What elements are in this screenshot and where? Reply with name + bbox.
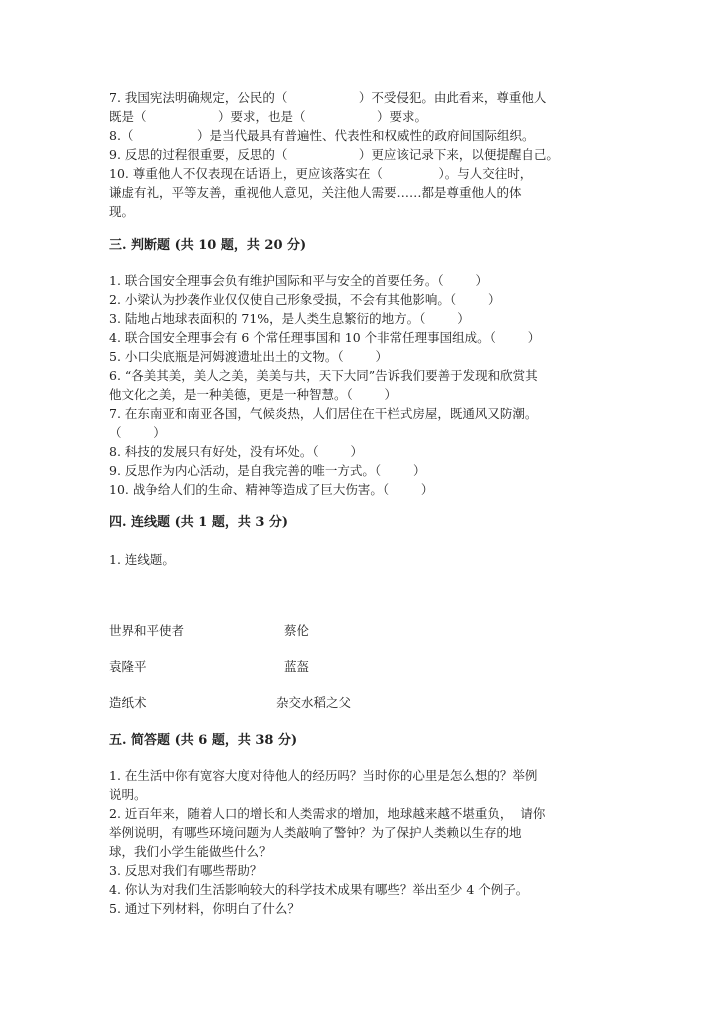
section-title-judgment: 三. 判断题 (共 10 题，共 20 分) — [109, 238, 307, 253]
question-item: 5. 小口尖底瓶是河姆渡遗址出土的文物。（ ） — [109, 349, 388, 364]
matching-right-item: 蔡伦 — [284, 623, 310, 638]
question-item: 举例说明，有哪些环境问题为人类敲响了警钟？为了保护人类赖以生存的地 — [109, 825, 522, 840]
question-item: 6. “各美其美，美人之美，美美与共，天下大同”告诉我们要善于发现和欣赏其 — [109, 368, 538, 383]
question-item: 1. 联合国安全理事会负有维护国际和平与安全的首要任务。（ ） — [109, 273, 488, 288]
section-title-matching: 四. 连线题 (共 1 题，共 3 分) — [109, 515, 289, 530]
question-item: 4. 联合国安全理事会有 6 个常任理事国和 10 个非常任理事国组成。（ ） — [109, 330, 541, 345]
fill-blank-line: 7. 我国宪法明确规定，公民的（ ）不受侵犯。由此看来，尊重他人 — [109, 90, 547, 105]
fill-blank-line: 现。 — [109, 204, 135, 219]
matching-left-item: 袁隆平 — [109, 659, 147, 674]
question-item: 8. 科技的发展只有好处，没有坏处。（ ） — [109, 444, 363, 459]
matching-question: 1. 连线题。 — [109, 552, 175, 567]
question-item: 他文化之美，是一种美德，更是一种智慧。（ ） — [109, 387, 398, 402]
question-item: 9. 反思作为内心活动，是自我完善的唯一方式。（ ） — [109, 463, 426, 478]
question-item: （ ） — [109, 425, 166, 440]
matching-right-item: 杂交水稻之父 — [276, 695, 352, 710]
fill-blank-line: 9. 反思的过程很重要，反思的（ ）更应该记录下来，以便提醒自己。 — [109, 147, 559, 162]
question-item: 说明。 — [109, 787, 147, 802]
matching-left-item: 世界和平使者 — [109, 623, 185, 638]
question-item: 2. 近百年来，随着人口的增长和人类需求的增加，地球越来越不堪重负， 请你 — [109, 806, 546, 821]
question-item: 5. 通过下列材料，你明白了什么？ — [109, 901, 300, 916]
question-item: 2. 小梁认为抄袭作业仅仅使自己形象受损，不会有其他影响。（ ） — [109, 292, 501, 307]
question-item: 1. 在生活中你有宽容大度对待他人的经历吗？当时你的心里是怎么想的？举例 — [109, 768, 538, 783]
fill-blank-line: 既是（ ）要求，也是（ ）要求。 — [109, 109, 428, 124]
fill-blank-line: 10. 尊重他人不仅表现在话语上，更应该落实在（ ）。与人交往时， — [109, 166, 533, 181]
question-item: 10. 战争给人们的生命、精神等造成了巨大伤害。（ ） — [109, 482, 434, 497]
matching-right-item: 蓝盔 — [284, 659, 310, 674]
question-item: 3. 反思对我们有哪些帮助？ — [109, 863, 263, 878]
section-title-short-answer: 五. 简答题 (共 6 题，共 38 分) — [109, 733, 298, 748]
question-item: 3. 陆地占地球表面积的 71%，是人类生息繁衍的地方。（ ） — [109, 311, 470, 326]
fill-blank-line: 谦虚有礼，平等友善，重视他人意见，关注他人需要……都是尊重他人的体 — [109, 185, 522, 200]
question-item: 4. 你认为对我们生活影响较大的科学技术成果有哪些？举出至少 4 个例子。 — [109, 882, 529, 897]
question-item: 球，我们小学生能做些什么？ — [109, 844, 272, 859]
fill-blank-line: 8.（ ）是当代最具有普遍性、代表性和权威性的政府间国际组织。 — [109, 128, 535, 143]
matching-left-item: 造纸术 — [109, 695, 147, 710]
question-item: 7. 在东南亚和南亚各国，气候炎热，人们居住在干栏式房屋，既通风又防潮。 — [109, 406, 538, 421]
